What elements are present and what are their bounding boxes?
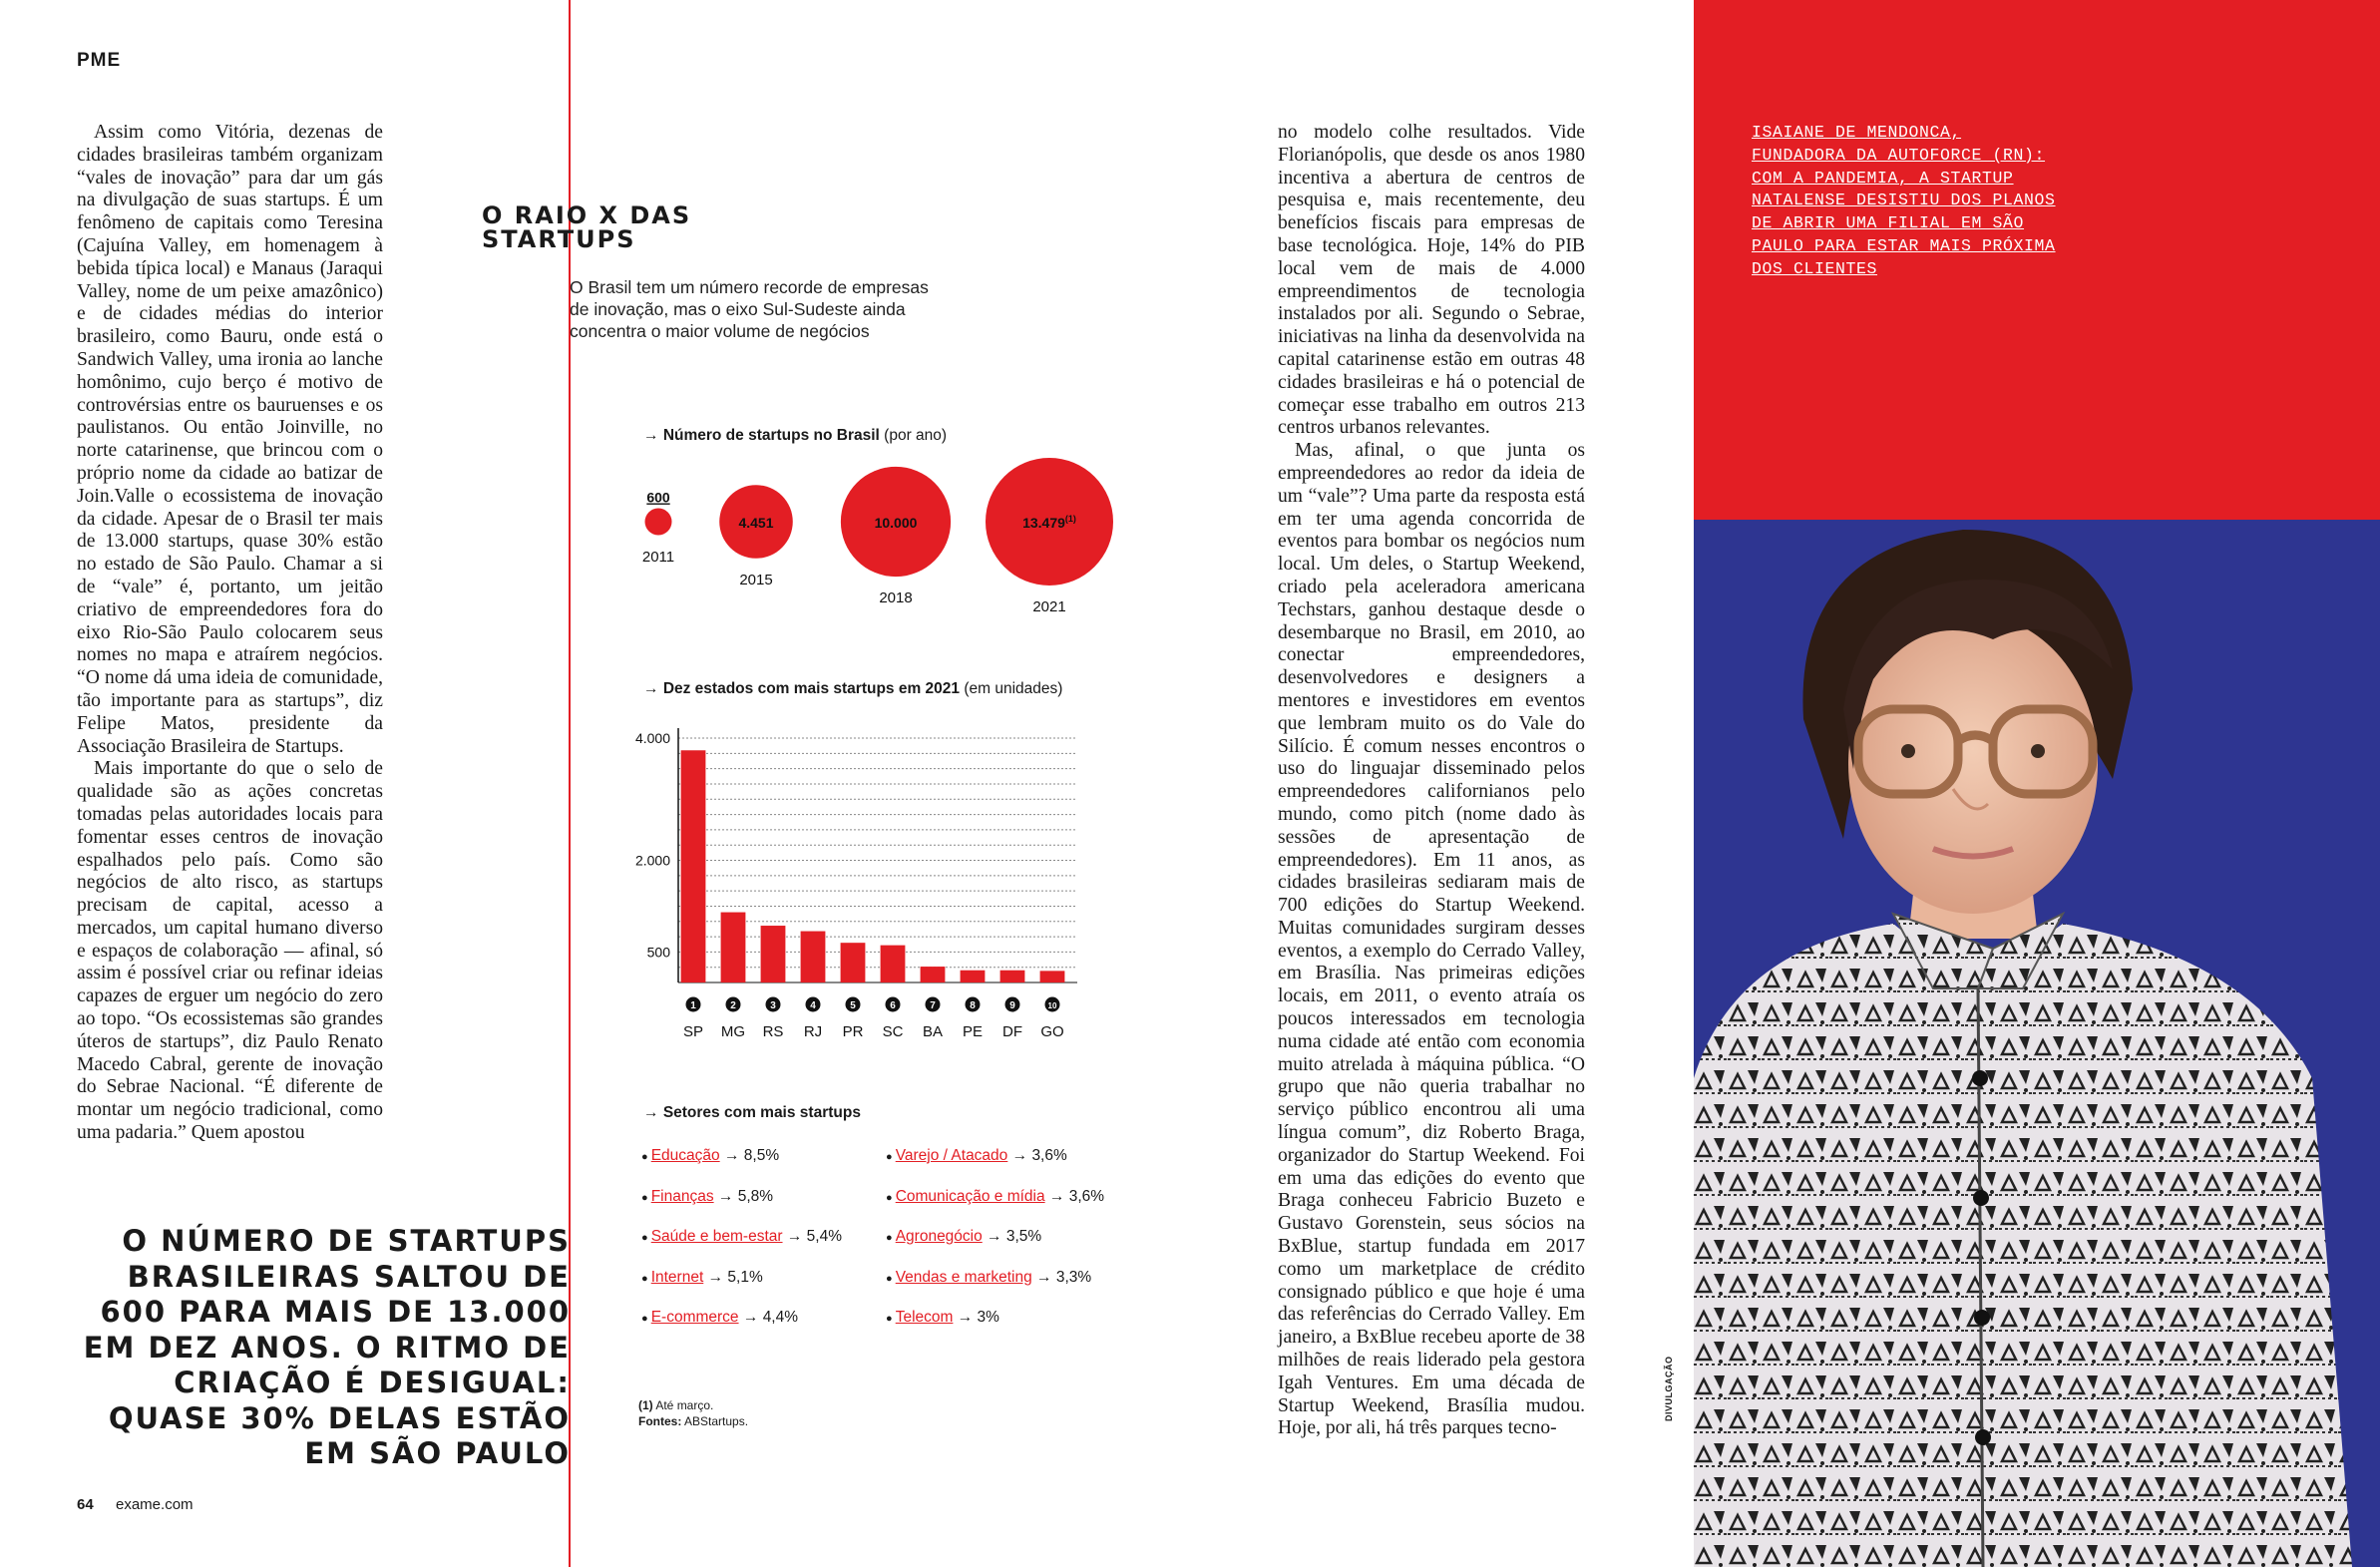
bullet-icon: ● [641, 1151, 651, 1163]
sector-name[interactable]: Varejo / Atacado [895, 1147, 1008, 1164]
bar [1040, 971, 1065, 982]
bar-chart [618, 713, 1097, 1047]
x-tick-label: BA [922, 1023, 944, 1040]
sector-item [641, 1188, 773, 1206]
eye [2031, 744, 2045, 758]
bullet-icon: ● [886, 1191, 896, 1204]
arrow-icon: → [1007, 1147, 1032, 1164]
arrow-icon: → [719, 1147, 744, 1164]
footnote [638, 1397, 748, 1429]
arrow-icon: → [982, 1228, 1006, 1245]
x-tick-label: RJ [803, 1023, 823, 1040]
sector-item [886, 1188, 1104, 1206]
sectors-title [643, 1104, 861, 1122]
shirt-button [1972, 1070, 1988, 1086]
arrow-icon: → [738, 1309, 763, 1326]
infographic-title: O RAIO X DAS STARTUPS [482, 201, 692, 253]
footnote-mark: (1) [638, 1398, 653, 1412]
sector-item [886, 1147, 1067, 1165]
sector-value: 3,3% [1055, 1268, 1092, 1286]
x-tick-label: SP [682, 1023, 704, 1040]
bar-title-bold: Dez estados com mais startups em 2021 [662, 680, 961, 697]
article-column-1 [77, 122, 383, 1145]
sector-item [886, 1228, 1041, 1246]
bar [681, 750, 706, 982]
bullet-icon: ● [641, 1232, 651, 1244]
rank-number: 10 [1047, 1001, 1057, 1010]
sector-name[interactable]: Vendas e marketing [895, 1268, 1032, 1286]
rank-number: 4 [810, 1000, 816, 1011]
y-tick-label: 500 [646, 944, 670, 961]
source-label: Fontes: [638, 1414, 682, 1428]
sector-name[interactable]: E-commerce [650, 1309, 739, 1326]
arrow-icon: → [643, 1104, 659, 1121]
sector-value: 5,4% [806, 1228, 842, 1245]
bullet-icon: ● [886, 1313, 896, 1325]
sector-name[interactable]: Educação [650, 1147, 720, 1164]
bubble [644, 508, 671, 535]
arrow-icon: → [782, 1228, 807, 1245]
bar-chart-title [643, 680, 1062, 698]
rank-number: 9 [1009, 1000, 1015, 1011]
rank-number: 8 [970, 1000, 976, 1011]
sector-value: 3,5% [1005, 1228, 1042, 1245]
sector-name[interactable]: Saúde e bem-estar [650, 1228, 783, 1245]
rank-number: 2 [730, 1000, 736, 1011]
shirt-button [1974, 1310, 1990, 1326]
arrow-icon: → [713, 1187, 738, 1205]
sector-value: 3% [977, 1309, 999, 1326]
sector-value: 3,6% [1031, 1147, 1067, 1164]
x-tick-label: SC [882, 1023, 904, 1040]
bubble-year: 2015 [739, 571, 773, 588]
bubble-title-bold: Número de startups no Brasil [662, 427, 880, 444]
footnote-text: Até março. [652, 1398, 714, 1412]
rank-number: 6 [890, 1000, 896, 1011]
bar-title-rest: (em unidades) [960, 680, 1063, 697]
sector-item [641, 1147, 779, 1165]
x-tick-label: DF [1002, 1023, 1022, 1040]
shirt [1694, 924, 2352, 1567]
sector-item [641, 1228, 842, 1246]
paragraph: no modelo colhe resultados. Vide Florianópolis, que desde os anos 1980 incentiva a abertura de centros de pesquisa e, mais recentemente, deu benefícios fiscais para empresas de base tecnológica. Hoje, 14% do PIB local vem de mais de 4.000 empreendimentos de tecnologia instalados por ali. Segundo o Sebrae, iniciativas na linha da desenvolvida na capital catarinense estão em outras 48 cidades brasileiras e há o potencial de começar esse trabalho em outros 213 centros urbanos relevantes. [1278, 122, 1585, 439]
article-column-3 [1278, 122, 1585, 1440]
x-tick-label: GO [1040, 1023, 1064, 1040]
shirt-button [1973, 1190, 1989, 1206]
bar [921, 967, 946, 982]
bar [1000, 971, 1025, 982]
bar [761, 926, 786, 982]
paragraph: Assim como Vitória, dezenas de cidades brasileiras também organizam “vales de inovação” para dar um gás na divulgação de suas startups. É um fenômeno de capitais como Teresina (Cajuína Valley, em homenagem à bebida típica local) e Manaus (Jaraqui Valley, nome de um peixe amazônico) e de cidades médias do interior brasileiro, como Bauru, onde está o Sandwich Valley, uma ironia ao lanche homônimo, cujo berço é motivo de controvérsias entre os bauruenses e os paulistanos. Ou então Joinville, no norte catarinense, que brincou com o próprio nome da cidade ao batizar de Join.Valle o ecossistema de inovação da cidade. Apesar de o Brasil ter mais de 13.000 startups, quase 30% estão no estado de São Paulo. Chamar a si de “vale” é, portanto, um jeitão criativo de empreendedores fora do eixo Rio-São Paulo colocarem seus nomes no mapa e atraírem negócios. “O nome dá uma ideia de comunidade, tão importante para as startups”, diz Felipe Matos, presidente da Associação Brasileira de Startups. [77, 122, 383, 757]
sector-item [641, 1309, 798, 1327]
bar [801, 932, 826, 982]
bubble-year: 2018 [879, 589, 913, 607]
bubble-chart-title [643, 427, 947, 445]
bullet-icon: ● [641, 1272, 651, 1285]
rank-number: 7 [930, 1000, 936, 1011]
sectors-title-bold: Setores com mais startups [662, 1104, 861, 1121]
sector-value: 3,6% [1068, 1187, 1105, 1205]
bullet-icon: ● [886, 1272, 896, 1285]
page-number: 64 [77, 1496, 94, 1513]
sector-value: 4,4% [762, 1309, 799, 1326]
bubble-year: 2021 [1032, 598, 1066, 615]
y-tick-label: 4.000 [634, 730, 670, 746]
sector-item [886, 1269, 1091, 1287]
bar [881, 946, 906, 982]
bullet-icon: ● [641, 1313, 651, 1325]
y-tick-label: 2.000 [634, 852, 670, 869]
pull-quote: O NÚMERO DE STARTUPS BRASILEIRAS SALTOU DE 600 PARA MAIS DE 13.000 EM DEZ ANOS. O RITMO DE CRIAÇÃO É DESIGUAL: QUASE 30% DELAS ESTÃO EM SÃO PAULO [83, 1224, 571, 1470]
sector-value: 8,5% [743, 1147, 780, 1164]
bubble-chart [618, 454, 1137, 633]
bubble-label: 13.479$^{(1)}$ [1022, 514, 1076, 531]
bar [721, 913, 746, 982]
bubble-label: 10.000 [874, 515, 918, 531]
x-tick-label: MG [720, 1023, 746, 1040]
bullet-icon: ● [641, 1191, 651, 1204]
sector-name[interactable]: Telecom [895, 1309, 954, 1326]
rank-number: 5 [850, 1000, 856, 1011]
arrow-icon: → [643, 427, 659, 444]
shirt-button [1975, 1429, 1991, 1445]
sector-name[interactable]: Finanças [650, 1187, 714, 1205]
photo-caption: ISAIANE DE MENDONCA, FUNDADORA DA AUTOFORCE (RN): COM A PANDEMIA, A STARTUP NATALENSE DESISTIU DOS PLANOS DE ABRIR UMA FILIAL EM SÃO PAULO PARA ESTAR MAIS PRÓXIMA DOS CLIENTES [1752, 123, 2056, 278]
photo-credit: DIVULGAÇÃO [1664, 1356, 1674, 1421]
bullet-icon: ● [886, 1232, 896, 1244]
sector-name[interactable]: Agronegócio [895, 1228, 983, 1245]
bubble-label: 4.451 [738, 515, 774, 531]
rank-number: 3 [770, 1000, 776, 1011]
arrow-icon: → [703, 1268, 728, 1286]
x-tick-label: PR [842, 1023, 864, 1040]
portrait-photo [1694, 520, 2380, 1567]
section-label: PME [77, 50, 122, 71]
paragraph: Mais importante do que o selo de qualidade são as ações concretas tomadas pelas autoridades locais para fomentar esses centros de inovação espalhados pelo país. Como são negócios de alto risco, as startups precisam de capital, acesso a mercados, um capital humano diverso e espaços de colaboração — afinal, só assim é possível criar ou refinar ideias capazes de erguer um negócio do zero ao topo. “Os ecossistemas são grandes úteros de startups”, diz Paulo Renato Macedo Cabral, gerente de inovação do Sebrae Nacional. “É diferente de montar um negócio tradicional, como uma padaria.” Quem apostou [77, 758, 383, 1144]
sector-item [886, 1309, 999, 1327]
bullet-icon: ● [886, 1151, 896, 1163]
bubble-title-rest: (por ano) [879, 427, 948, 444]
bar [961, 971, 986, 982]
sector-value: 5,1% [727, 1268, 763, 1286]
eye [1901, 744, 1915, 758]
sector-name[interactable]: Internet [650, 1268, 704, 1286]
infographic-subtitle: O Brasil tem um número recorde de empresas de inovação, mas o eixo Sul-Sudeste ainda concentra o maior volume de negócios [570, 277, 929, 341]
site-url[interactable]: exame.com [116, 1496, 194, 1513]
rank-number: 1 [690, 1000, 696, 1011]
source-text: ABStartups. [681, 1414, 749, 1428]
bar [841, 943, 866, 982]
sector-value: 5,8% [737, 1187, 774, 1205]
x-tick-label: PE [962, 1023, 984, 1040]
x-tick-label: RS [762, 1023, 784, 1040]
bubble-label: 600 [646, 489, 670, 506]
arrow-icon: → [953, 1309, 978, 1326]
sector-item [641, 1269, 763, 1287]
arrow-icon: → [1031, 1268, 1056, 1286]
paragraph: Mas, afinal, o que junta os empreendedores ao redor da ideia de um “vale”? Uma parte da resposta está em ter uma agenda concorrida de eventos para bombar os negócios num local. Um deles, o Startup Weekend, criado pela aceleradora americana Techstars, ganhou destaque desde o desembarque no Brasil, em 2010, ao conectar empreendedores, desenvolvedores e designers a mentores e investidores em eventos que lembram muito os do Vale do Silício. É comum nesses encontros o uso do linguajar disseminado pelos empreendedores californianos pelo mundo, como pitch (nome dado às sessões de apresentação de empreendedores). Em 11 anos, as cidades brasileiras sediaram mais de 700 edições do Startup Weekend. Muitas comunidades surgiram desses eventos, a exemplo do Cerrado Valley, em Brasília. Nas primeiras edições locais, em 2011, o evento atraía os poucos interessados em tecnologia numa cidade até então com economia muito atrelada à máquina pública. “O grupo que não queria trabalhar no serviço público encontrou ali uma língua comum”, diz Roberto Braga, organizador do Startup Weekend. Foi em uma das edições do evento que Braga conheceu Fabricio Buzeto e Gustavo Gorenstein, seus sócios na BxBlue, startup fundada em 2017 como um marketplace de crédito consignado público e que hoje é uma das referências do Cerrado Valley. Em janeiro, a BxBlue recebeu aporte de 38 milhões de reais liderado pela gestora Igah Ventures. Em uma década de Startup Weekend, Brasília mudou. Hoje, por ali, há três parques tecno- [1278, 440, 1585, 1439]
bubble-year: 2011 [641, 549, 675, 566]
sector-name[interactable]: Comunicação e mídia [895, 1187, 1045, 1205]
arrow-icon: → [643, 680, 659, 697]
arrow-icon: → [1044, 1187, 1069, 1205]
